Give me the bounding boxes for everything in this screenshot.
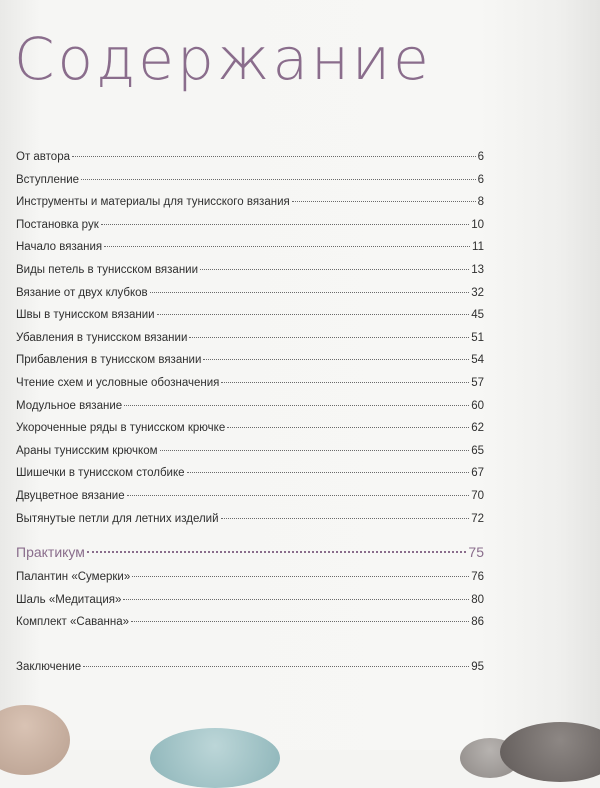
toc-practice-list <box>16 566 484 634</box>
toc-leader-dots <box>160 450 470 451</box>
toc-entry-page: 65 <box>471 444 484 457</box>
toc-entry <box>16 566 484 589</box>
toc-entry-label: Виды петель в тунисском вязании <box>16 263 199 276</box>
toc-entry-label: Вязание от двух клубков <box>16 286 148 299</box>
toc-leader-dots <box>203 359 469 360</box>
toc-entry-label: Вытянутые петли для летних изделий <box>16 512 219 525</box>
toc-leader-dots <box>101 224 469 225</box>
toc-entry-page: 60 <box>471 399 484 412</box>
toc-leader-dots <box>83 666 469 667</box>
toc-leader-dots <box>292 201 476 202</box>
toc-entry <box>16 259 484 282</box>
toc-entry <box>16 508 484 531</box>
toc-entry <box>16 395 484 418</box>
toc-entry-label: Убавления в тунисском вязании <box>16 331 188 344</box>
toc-entry <box>16 146 484 169</box>
toc-entry-page: 57 <box>471 376 484 389</box>
toc-entry <box>16 372 484 395</box>
toc-entry-label: Палантин «Сумерки» <box>16 571 131 583</box>
toc-entry <box>16 417 484 440</box>
toc-entry-page: 6 <box>477 173 484 186</box>
toc-section-practicum <box>16 544 484 560</box>
toc-entry-page: 32 <box>471 286 484 299</box>
toc-entry <box>16 191 484 214</box>
toc-entry-page: 10 <box>471 218 484 231</box>
toc-entry-page: 45 <box>471 309 484 322</box>
toc-leader-dots <box>124 405 469 406</box>
toc-entry <box>16 327 484 350</box>
toc-entry <box>16 485 484 508</box>
toc-leader-dots <box>132 576 469 577</box>
toc-entry-page: 51 <box>471 331 484 344</box>
toc-section-page: 75 <box>468 544 484 560</box>
toc-leader-dots <box>131 621 469 622</box>
toc-entry-label: Модульное вязание <box>16 399 123 412</box>
toc-entry <box>16 349 484 372</box>
toc-leader-dots <box>104 246 470 247</box>
toc-entry-label: Комплект «Саванна» <box>16 616 130 629</box>
toc-entry-page: 62 <box>471 422 484 435</box>
toc-leader-dots <box>127 495 470 496</box>
yarn-ball-image <box>500 722 600 782</box>
toc-entry-label: Шаль «Медитация» <box>16 593 122 606</box>
toc-entry-label: От автора <box>16 151 70 163</box>
toc-entry <box>16 611 484 634</box>
toc-section-label: Практикум <box>16 544 85 560</box>
toc-entry-label: Швы в тунисском вязании <box>16 309 155 322</box>
toc-entry-page: 76 <box>471 571 484 583</box>
page-title: Содержание <box>14 25 432 93</box>
toc-entry-page: 54 <box>471 354 484 367</box>
toc-entry-page: 72 <box>471 512 484 525</box>
toc-entry-page: 70 <box>471 489 484 502</box>
toc-leader-dots <box>200 269 469 270</box>
toc-entry-page: 67 <box>471 467 484 480</box>
toc-entry <box>16 214 484 237</box>
toc-entry-label: Начало вязания <box>16 241 103 254</box>
toc-main-list <box>16 146 484 530</box>
toc-entry-label: Укороченные ряды в тунисском крючке <box>16 422 226 435</box>
yarn-ball-image <box>150 728 280 788</box>
toc-entry <box>16 589 484 612</box>
toc-entry-label: Араны тунисским крючком <box>16 444 158 457</box>
toc-entry-label: Инструменты и материалы для тунисского вязания <box>16 196 290 209</box>
toc-entry-page: 6 <box>477 151 484 163</box>
toc-entry <box>16 462 484 485</box>
toc-entry-label: Постановка рук <box>16 218 99 231</box>
toc-entry-label: Двуцветное вязание <box>16 489 125 502</box>
toc-leader-dots <box>81 179 476 180</box>
toc-leader-dots <box>157 314 470 315</box>
toc-entry <box>16 440 484 463</box>
toc-leader-dots <box>150 292 470 293</box>
toc-leader-dots <box>221 518 470 519</box>
toc-leader-dots <box>221 382 469 383</box>
toc-entry-page: 80 <box>471 593 484 606</box>
toc-leader-dots <box>227 427 469 428</box>
toc-entry-page: 13 <box>471 263 484 276</box>
toc-entry <box>16 304 484 327</box>
toc-entry-label: Вступление <box>16 173 80 186</box>
toc-leader-dots <box>87 551 467 553</box>
toc-entry-label: Прибавления в тунисском вязании <box>16 354 202 367</box>
toc-entry <box>16 282 484 305</box>
toc-entry <box>16 656 484 679</box>
toc-entry-page: 86 <box>471 616 484 629</box>
toc-entry-page: 95 <box>471 661 484 673</box>
toc-entry <box>16 236 484 259</box>
toc-leader-dots <box>123 599 469 600</box>
toc-entry-page: 11 <box>472 241 484 254</box>
toc-entry-label: Чтение схем и условные обозначения <box>16 376 220 389</box>
toc-leader-dots <box>72 156 476 157</box>
toc-end-list <box>16 656 484 679</box>
toc-leader-dots <box>187 472 470 473</box>
toc-entry-label: Заключение <box>16 661 82 673</box>
toc-entry-page: 8 <box>477 196 484 209</box>
toc-entry-label: Шишечки в тунисском столбике <box>16 467 185 480</box>
toc-entry <box>16 169 484 192</box>
toc-leader-dots <box>189 337 469 338</box>
